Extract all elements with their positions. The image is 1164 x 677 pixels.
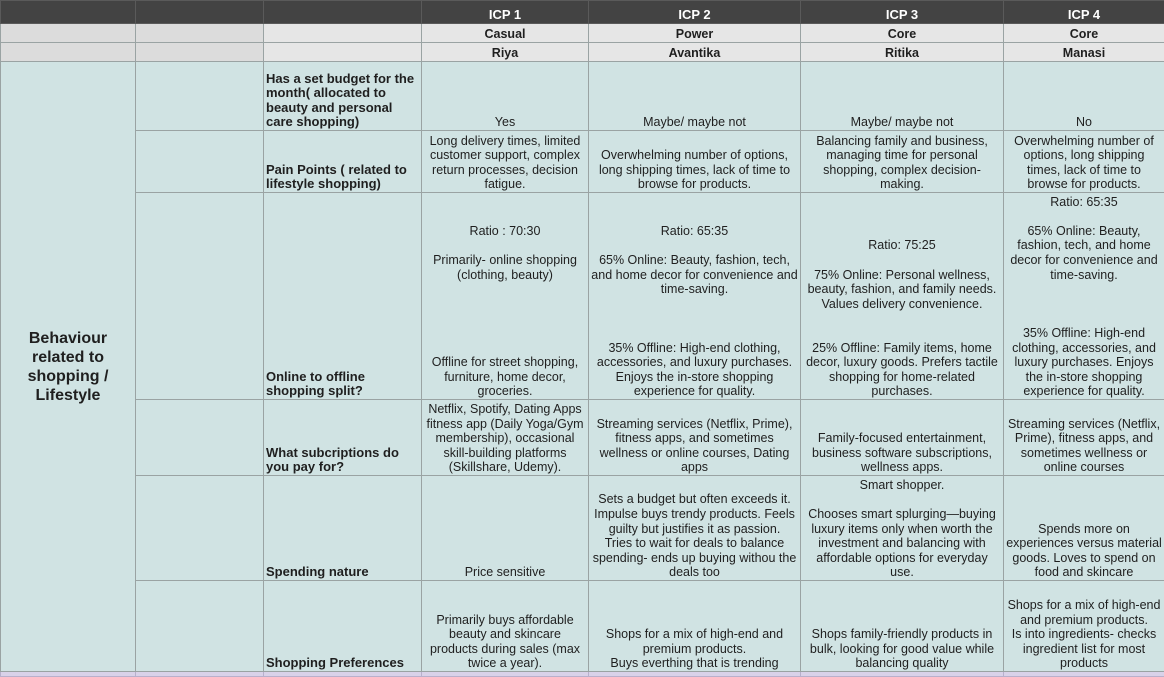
question-cell[interactable]: Pain Points ( related to lifestyle shopping) [264,131,422,193]
type-cell-icp3[interactable]: Core [801,24,1004,43]
answer-cell[interactable]: Long delivery times, limited customer support, complex return processes, decision fatigue. [422,131,589,193]
partial-cell[interactable] [136,672,264,677]
header-cell-blank[interactable] [264,1,422,24]
name-cell-blank[interactable] [264,43,422,62]
header-cell-blank[interactable] [1,1,136,24]
blank-cell[interactable] [136,476,264,581]
name-cell-blank[interactable] [136,43,264,62]
header-icp4[interactable]: ICP 4 [1004,1,1164,24]
answer-cell[interactable]: Shops family-friendly products in bulk, looking for good value while balancing quality [801,581,1004,672]
name-cell-blank[interactable] [1,43,136,62]
answer-cell[interactable]: No [1004,62,1164,131]
name-cell-icp1[interactable]: Riya [422,43,589,62]
table-row [1,400,1164,476]
answer-cell[interactable]: Streaming services (Netflix, Prime), fitness apps, and sometimes wellness or online courses, Dating apps [589,400,801,476]
type-cell-blank[interactable] [264,24,422,43]
answer-cell[interactable]: Ratio : 70:30 Primarily- online shopping (clothing, beauty) Offline for street shopping, furniture, home decor, groceries. [422,193,589,400]
type-cell-icp2[interactable]: Power [589,24,801,43]
section-label[interactable]: Behaviour related to shopping / Lifestyle [1,62,136,672]
table-row [1,476,1164,581]
answer-cell[interactable]: Yes [422,62,589,131]
answer-cell[interactable]: Shops for a mix of high-end and premium products. Buys everthing that is trending [589,581,801,672]
answer-cell[interactable]: Sets a budget but often exceeds it. Impulse buys trendy products. Feels guilty but justifies it as passion. Tries to wait for deals to balance spending- ends up buying withou the deals too [589,476,801,581]
type-cell-icp4[interactable]: Core [1004,24,1164,43]
answer-cell[interactable]: Shops for a mix of high-end and premium products. Is into ingredients- checks ingredient list for most products [1004,581,1164,672]
question-cell[interactable]: Shopping Preferences [264,581,422,672]
header-row [1,1,1164,24]
question-cell[interactable]: Online to offline shopping split? [264,193,422,400]
blank-cell[interactable] [136,62,264,131]
partial-cell[interactable] [422,672,589,677]
name-cell-icp3[interactable]: Ritika [801,43,1004,62]
answer-cell[interactable]: Spends more on experiences versus material goods. Loves to spend on food and skincare [1004,476,1164,581]
answer-cell[interactable]: Smart shopper. Chooses smart splurging—buying luxury items only when worth the investment and balancing with affordable options for everyday use. [801,476,1004,581]
header-cell-blank[interactable] [136,1,264,24]
table-row [1,193,1164,400]
partial-row [1,672,1164,677]
table-row [1,131,1164,193]
answer-cell[interactable]: Primarily buys affordable beauty and skincare products during sales (max twice a year). [422,581,589,672]
table-row [1,62,1164,131]
blank-cell[interactable] [136,193,264,400]
answer-cell[interactable]: Maybe/ maybe not [801,62,1004,131]
type-row [1,24,1164,43]
partial-cell[interactable] [801,672,1004,677]
question-cell[interactable]: Spending nature [264,476,422,581]
header-icp1[interactable]: ICP 1 [422,1,589,24]
answer-cell[interactable]: Overwhelming number of options, long shipping times, lack of time to browse for products. [589,131,801,193]
type-cell-icp1[interactable]: Casual [422,24,589,43]
name-cell-icp2[interactable]: Avantika [589,43,801,62]
answer-cell[interactable]: Streaming services (Netflix, Prime), fitness apps, and sometimes wellness or online courses [1004,400,1164,476]
header-icp2[interactable]: ICP 2 [589,1,801,24]
answer-cell[interactable]: Maybe/ maybe not [589,62,801,131]
partial-cell[interactable] [264,672,422,677]
name-row [1,43,1164,62]
answer-cell[interactable]: Netflix, Spotify, Dating Apps fitness app (Daily Yoga/Gym membership), occasional skill-building platforms (Skillshare, Udemy). [422,400,589,476]
header-icp3[interactable]: ICP 3 [801,1,1004,24]
answer-cell[interactable]: Price sensitive [422,476,589,581]
question-cell[interactable]: What subcriptions do you pay for? [264,400,422,476]
answer-cell[interactable]: Balancing family and business, managing time for personal shopping, complex decision-making. [801,131,1004,193]
type-cell-blank[interactable] [1,24,136,43]
partial-cell[interactable] [1,672,136,677]
partial-cell[interactable] [1004,672,1164,677]
answer-cell[interactable]: Ratio: 65:35 65% Online: Beauty, fashion, tech, and home decor for convenience and time-saving. 35% Offline: High-end clothing, accessories, and luxury purchases. Enjoys the in-store shopping experience for quality. [589,193,801,400]
answer-cell[interactable]: Overwhelming number of options, long shipping times, lack of time to browse for products. [1004,131,1164,193]
blank-cell[interactable] [136,131,264,193]
table-row [1,581,1164,672]
answer-cell[interactable]: Ratio: 65:35 65% Online: Beauty, fashion, tech, and home decor for convenience and time-saving. 35% Offline: High-end clothing, accessories, and luxury purchases. Enjoys the in-store shopping experience for quality. [1004,193,1164,400]
question-cell[interactable]: Has a set budget for the month( allocated to beauty and personal care shopping) [264,62,422,131]
answer-cell[interactable]: Family-focused entertainment, business software subscriptions, wellness apps. [801,400,1004,476]
type-cell-blank[interactable] [136,24,264,43]
blank-cell[interactable] [136,581,264,672]
blank-cell[interactable] [136,400,264,476]
partial-cell[interactable] [589,672,801,677]
name-cell-icp4[interactable]: Manasi [1004,43,1164,62]
answer-cell[interactable]: Ratio: 75:25 75% Online: Personal wellness, beauty, fashion, and family needs. Values delivery convenience. 25% Offline: Family items, home decor, luxury goods. Prefers tactile shopping for home-related purchases. [801,193,1004,400]
